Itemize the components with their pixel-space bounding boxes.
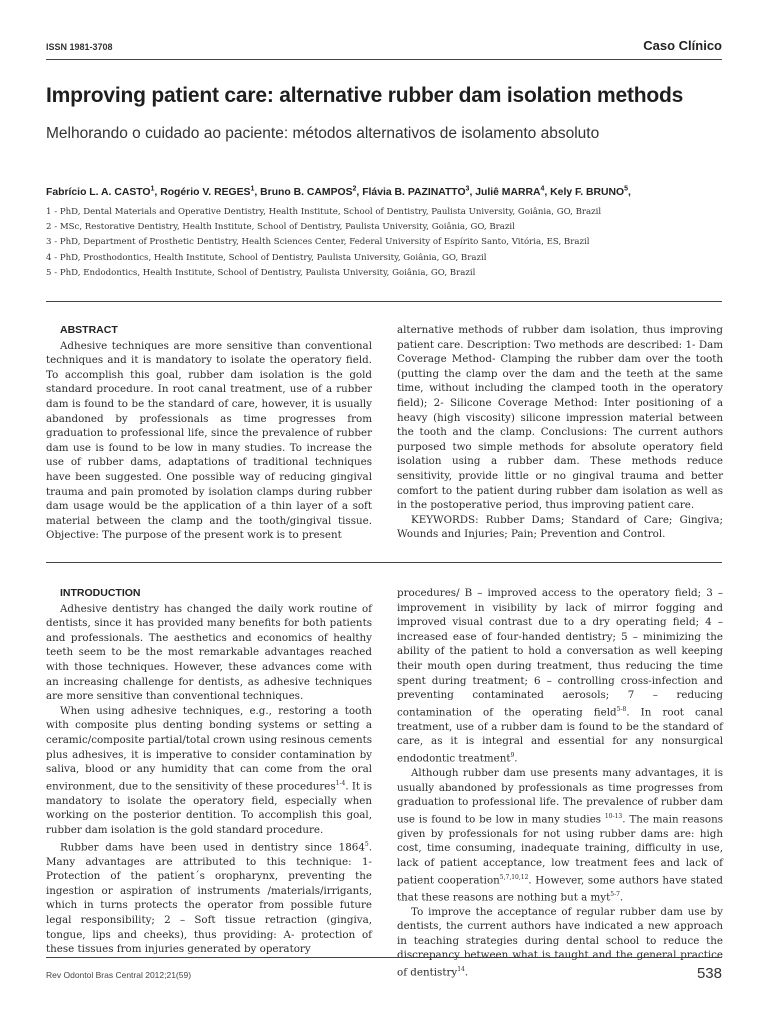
author: Rogério V. REGES$^1$, xyxy=(160,186,261,199)
affiliation: 3 - PhD, Department of Prosthetic Dentistry, Health Sciences Center, Federal University of Espírito Santo, Vitória, ES, Brazil xyxy=(46,237,590,248)
abstract-heading: ABSTRACT xyxy=(60,324,118,336)
article-subtitle: Melhorando o cuidado ao paciente: métodos alternativos de isolamento absoluto xyxy=(46,125,600,142)
author: Juliê MARRA$^4$, xyxy=(475,186,551,199)
intro-left-column xyxy=(46,586,372,957)
paragraph: To improve the acceptance of regular rubber dam use by dentists, the current authors have indicated a new approach in teaching strategies during dental school to reduce the discrepancy between what is taught and the general practice of dentistry$^{14}$. xyxy=(397,905,723,979)
abstract-left-column xyxy=(46,323,372,543)
issn: ISSN 1981-3708 xyxy=(46,42,113,52)
paragraph: Adhesive dentistry has changed the daily work routine of dentists, since it has provided many benefits for both patients and professionals. The aesthetics and economics of healthy teeth seem to be the most remarkable advantages reached with those techniques. However, these advances come with an increasing challenge for dentists, as adhesive techniques are more sensitive than conventional techniques. xyxy=(46,602,372,703)
paragraph: Although rubber dam use presents many advantages, it is usually abandoned by professionals as time progresses from graduation to professional life. The prevalence of rubber dam use is found to be low in many studies $^{10-13}$. The main reasons given by professionals for not using rubber dams are: high cost, time consuming, inadequate training, difficulty in use, lack of patient acceptance, low treatment fees and lack of patient cooperation$^{5,7,10,12}$. However, some authors have stated that these reasons are nothing but a myt$^{5-7}$. xyxy=(397,766,723,903)
abstract-top-rule xyxy=(46,301,722,302)
author: Fabrício L. A. CASTO$^1$, xyxy=(46,186,161,199)
journal-citation: Rev Odontol Bras Central 2012;21(59) xyxy=(46,970,192,980)
affiliation: 1 - PhD, Dental Materials and Operative Dentistry, Health Institute, School of Dentistry, Paulista University, Goiânia, GO, Brazil xyxy=(46,207,602,217)
abstract-text-continued: alternative methods of rubber dam isolation, thus improving patient care. Description: Two methods are described: 1- Dam Coverage Method- Clamping the rubber dam over the tooth (putting the clamp over the dam and the teeth at the same time, without including the clamped tooth in the operatory field); 2- Silicone Coverage Method: Inter positioning of a heavy (high viscosity) silicone impression material between the tooth and the clamp. Conclusions: The current authors purposed two simple methods for absolute operatory field isolation using a rubber dam. These methods reduce sensitivity, provide little or no gingival trauma and better comfort to the patient during rubber dam isolation as well as in the postoperative period, thus improving patient care. xyxy=(397,324,723,512)
header-rule xyxy=(46,59,722,60)
abstract-text: Adhesive techniques are more sensitive than conventional techniques and it is mandatory to isolate the operatory field. To accomplish this goal, rubber dam isolation is the gold standard procedure. In root canal treatment, use of a rubber dam is found to be the standard of care, however, it is usually abandoned by professionals as time progresses from graduation to professional life, since the prevalence of rubber dam use is found to be low in many studies. To increase the use of rubber dams, adaptations of traditional techniques have been suggested. One possible way of reducing gingival trauma and pain promoted by isolation clamps during rubber dam usage would be the application of a thin layer of a soft material between the clamp and the tooth/gingival tissue. Objective: The purpose of the present work is to present xyxy=(46,339,372,542)
author: Bruno B. CAMPOS$^2$, xyxy=(260,186,363,199)
intro-right-column xyxy=(397,586,723,980)
author: Flávia B. PAZINATTO$^3$, xyxy=(362,186,476,199)
abstract-bottom-rule xyxy=(46,562,722,563)
paragraph: When using adhesive techniques, e.g., restoring a tooth with composite plus denting bonding systems or setting a ceramic/composite partial/total crown using resinous cements plus adhesives, it is imperative to consider contamination by saliva, blood or any humidity that can come from the oral environment, due to the sensitivity of these procedures$^{1-4}$. It is mandatory to isolate the operatory field, especially when working on the posterior dentition. To accomplish this goal, rubber dam isolation is the gold standard procedure. xyxy=(46,704,372,836)
affiliation-list xyxy=(46,205,736,281)
section-label: Caso Clínico xyxy=(643,38,722,53)
keywords: KEYWORDS: Rubber Dams; Standard of Care; Gingiva; Wounds and Injuries; Pain; Prevention and Control. xyxy=(397,513,723,541)
paragraph: procedures/ B – improved access to the operatory field; 3 –improvement in visibility by lack of mirror fogging and improved visual contrast due to a dry operating field; 4 –increased ease of four-handed dentistry; 5 – minimizing the ability of the patient to hold a conversation as well keeping their mouth open during treatment, thus reducing the time spent during treatment; 6 – controlling cross-infection and preventing contaminated aerosols; 7 – reducing contamination of the operating field$^{5-8}$. In root canal treatment, use of a rubber dam is found to be the standard of care, as it is integral and essential for any nonsurgical endodontic treatment$^9$. xyxy=(397,587,723,765)
running-header xyxy=(46,38,722,58)
footer-rule xyxy=(46,957,722,958)
introduction-heading: INTRODUCTION xyxy=(60,587,141,599)
author-list xyxy=(46,186,736,198)
affiliation: 5 - PhD, Endodontics, Health Institute, School of Dentistry, Paulista University, Goiânia, GO, Brazil xyxy=(46,267,476,278)
article-title: Improving patient care: alternative rubber dam isolation methods xyxy=(46,84,684,107)
abstract-right-column xyxy=(397,323,723,542)
affiliation: 4 - PhD, Prosthodontics, Health Institute, School of Dentistry, Paulista University, Goiânia, GO, Brazil xyxy=(46,252,487,263)
affiliation: 2 - MSc, Restorative Dentistry, Health Institute, School of Dentistry, Paulista University, Goiânia, GO, Brazil xyxy=(46,222,515,233)
page-number: 538 xyxy=(696,965,722,982)
paragraph: Rubber dams have been used in dentistry since 1864$^5$. Many advantages are attributed to this technique: 1- Protection of the patient´s oropharynx, preventing the ingestion or aspiration of instruments /materials/irrigants, which in turns protects the operator from possible future legal responsibility; 2 – Soft tissue retraction (gingiva, tongue, lips and cheeks), thus providing: A- protection of these tissues from injuries generated by operatory xyxy=(46,840,372,956)
author: Kely F. BRUNO$^5$, xyxy=(550,186,631,199)
